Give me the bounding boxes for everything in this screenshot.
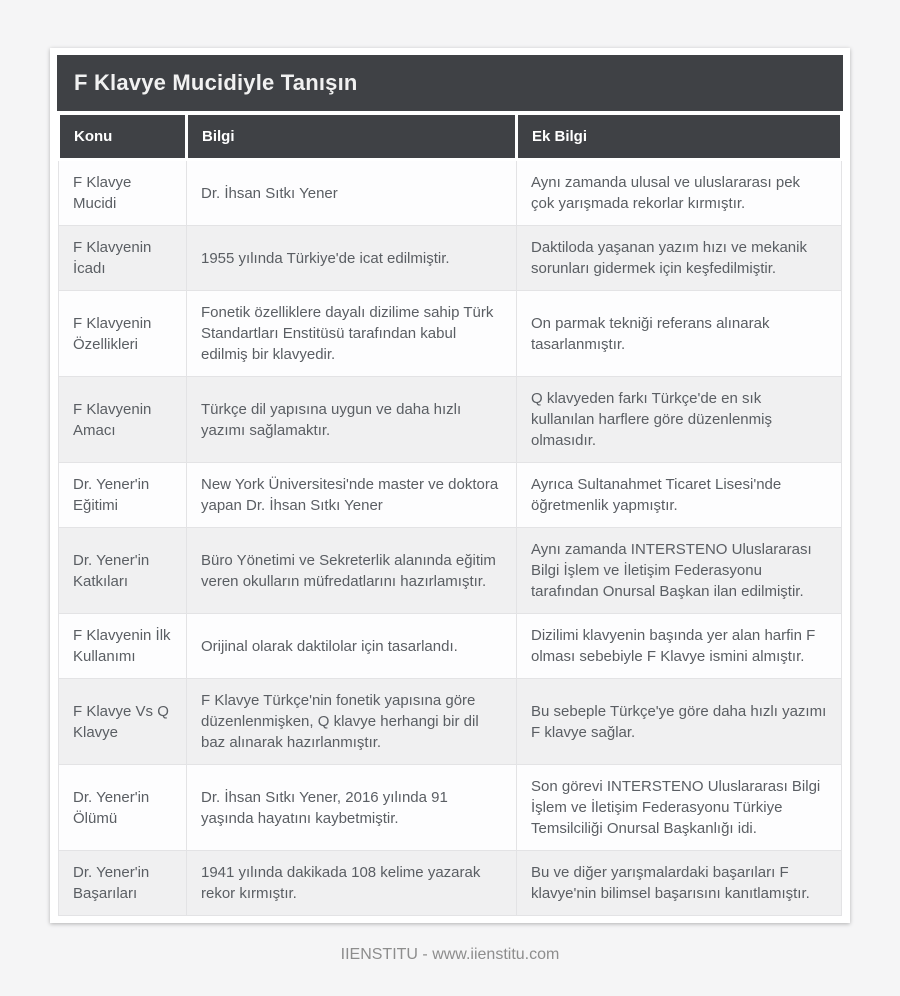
table-row (59, 160, 842, 226)
footer-credit: IIENSTITU - www.iienstitu.com (340, 946, 560, 963)
table-row (59, 851, 842, 916)
table-header-row (59, 115, 842, 160)
cell-konu: Dr. Yener'in Ölümü (59, 765, 187, 851)
cell-konu: F Klavyenin İlk Kullanımı (59, 614, 187, 679)
column-header-ek-bilgi: Ek Bilgi (517, 115, 842, 160)
cell-konu: F Klavyenin Amacı (59, 377, 187, 463)
content-card (50, 48, 850, 923)
table-row (59, 463, 842, 528)
cell-bilgi: Orijinal olarak daktilolar için tasarlandı. (187, 614, 517, 679)
table-row (59, 528, 842, 614)
cell-konu: Dr. Yener'in Başarıları (59, 851, 187, 916)
cell-bilgi: F Klavye Türkçe'nin fonetik yapısına göre düzenlenmişken, Q klavye herhangi bir dil baz alınarak hazırlanmıştır. (187, 679, 517, 765)
cell-bilgi: Dr. İhsan Sıtkı Yener (187, 160, 517, 226)
table-row (59, 765, 842, 851)
cell-bilgi: 1955 yılında Türkiye'de icat edilmiştir. (187, 226, 517, 291)
table-row (59, 614, 842, 679)
page-title: F Klavye Mucidiyle Tanışın (57, 55, 843, 111)
cell-konu: Dr. Yener'in Eğitimi (59, 463, 187, 528)
table-row (59, 377, 842, 463)
cell-konu: F Klavye Vs Q Klavye (59, 679, 187, 765)
cell-konu: F Klavye Mucidi (59, 160, 187, 226)
info-table (57, 115, 843, 916)
cell-bilgi: Büro Yönetimi ve Sekreterlik alanında eğitim veren okulların müfredatlarını hazırlamıştır. (187, 528, 517, 614)
cell-bilgi: 1941 yılında dakikada 108 kelime yazarak rekor kırmıştır. (187, 851, 517, 916)
cell-ek-bilgi: Son görevi INTERSTENO Uluslararası Bilgi İşlem ve İletişim Federasyonu Türkiye Temsilciliği Onursal Başkanlığı idi. (517, 765, 842, 851)
cell-bilgi: Türkçe dil yapısına uygun ve daha hızlı yazımı sağlamaktır. (187, 377, 517, 463)
cell-ek-bilgi: Aynı zamanda ulusal ve uluslararası pek çok yarışmada rekorlar kırmıştır. (517, 160, 842, 226)
column-header-bilgi: Bilgi (187, 115, 517, 160)
table-row (59, 679, 842, 765)
cell-ek-bilgi: Ayrıca Sultanahmet Ticaret Lisesi'nde öğretmenlik yapmıştır. (517, 463, 842, 528)
cell-ek-bilgi: Bu sebeple Türkçe'ye göre daha hızlı yazımı F klavye sağlar. (517, 679, 842, 765)
table-row (59, 291, 842, 377)
cell-bilgi: New York Üniversitesi'nde master ve doktora yapan Dr. İhsan Sıtkı Yener (187, 463, 517, 528)
cell-bilgi: Fonetik özelliklere dayalı dizilime sahip Türk Standartları Enstitüsü tarafından kabul edilmiş bir klavyedir. (187, 291, 517, 377)
table-row (59, 226, 842, 291)
cell-ek-bilgi: On parmak tekniği referans alınarak tasarlanmıştır. (517, 291, 842, 377)
cell-ek-bilgi: Daktiloda yaşanan yazım hızı ve mekanik sorunları gidermek için keşfedilmiştir. (517, 226, 842, 291)
cell-bilgi: Dr. İhsan Sıtkı Yener, 2016 yılında 91 yaşında hayatını kaybetmiştir. (187, 765, 517, 851)
cell-ek-bilgi: Dizilimi klavyenin başında yer alan harfin F olması sebebiyle F Klavye ismini almıştır. (517, 614, 842, 679)
cell-konu: Dr. Yener'in Katkıları (59, 528, 187, 614)
cell-ek-bilgi: Aynı zamanda INTERSTENO Uluslararası Bilgi İşlem ve İletişim Federasyonu tarafından Onursal Başkan ilan edilmiştir. (517, 528, 842, 614)
cell-ek-bilgi: Bu ve diğer yarışmalardaki başarıları F klavye'nin bilimsel başarısını kanıtlamıştır. (517, 851, 842, 916)
cell-konu: F Klavyenin Özellikleri (59, 291, 187, 377)
cell-konu: F Klavyenin İcadı (59, 226, 187, 291)
column-header-konu: Konu (59, 115, 187, 160)
cell-ek-bilgi: Q klavyeden farkı Türkçe'de en sık kullanılan harflere göre düzenlenmiş olmasıdır. (517, 377, 842, 463)
